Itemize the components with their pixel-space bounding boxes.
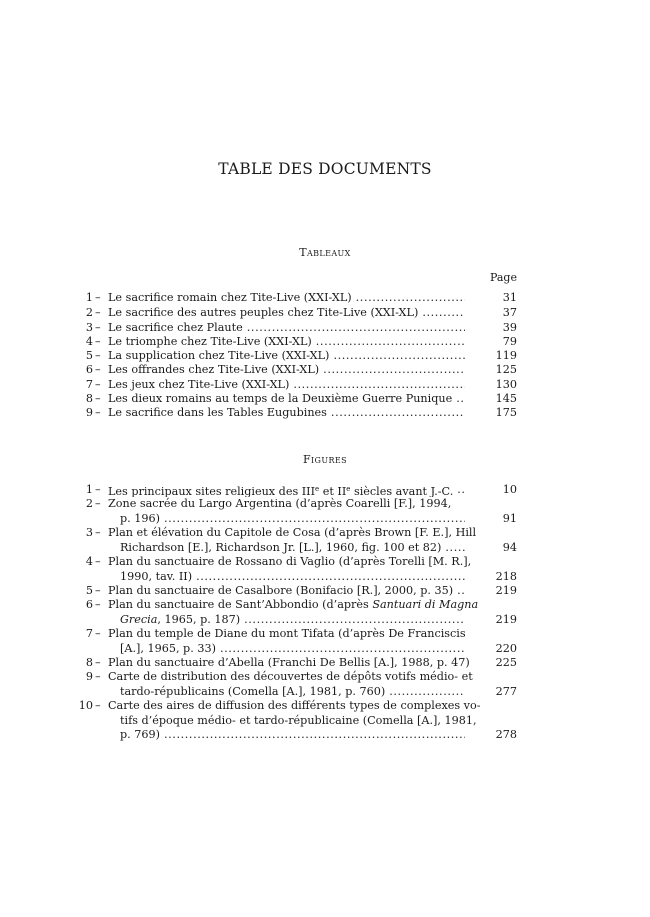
section-heading-tableaux: Tableaux <box>299 246 351 259</box>
section-heading-figures: Figures <box>302 453 348 466</box>
page-column-label: Page <box>489 271 517 284</box>
page-title: TABLE DES DOCUMENTS <box>218 160 432 178</box>
